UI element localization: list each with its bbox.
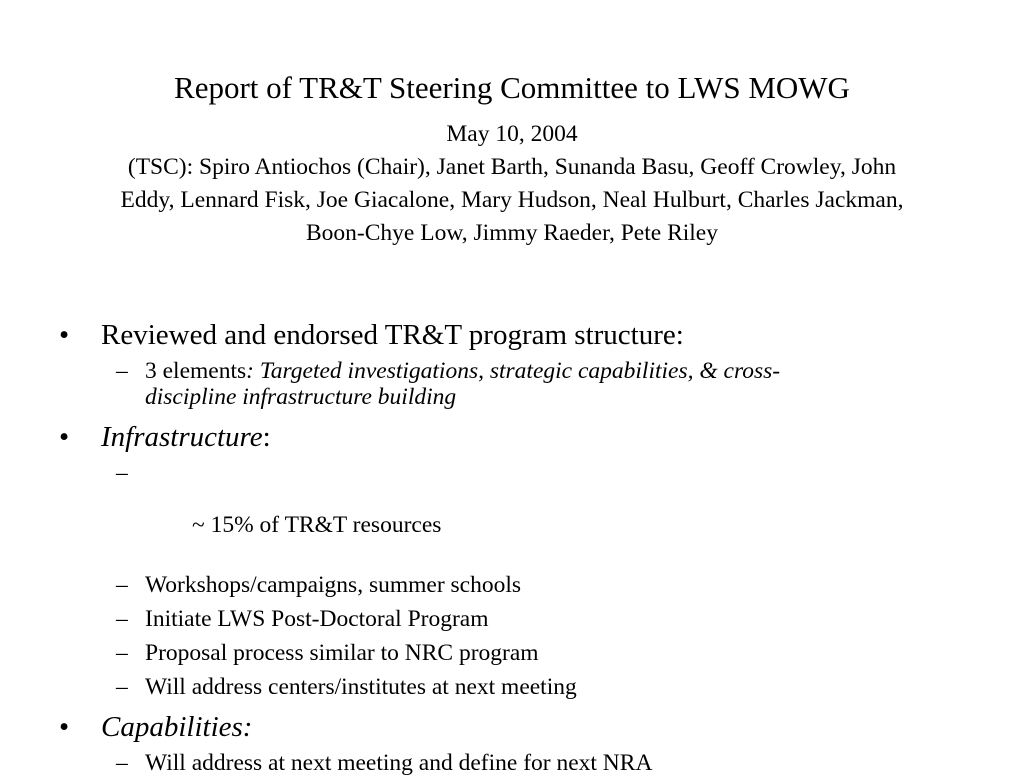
sub-bullet-marker: –	[116, 750, 128, 776]
sub-bullet-marker: –	[116, 358, 128, 384]
sub-bullet-workshops	[0, 572, 1024, 598]
bullet-text-italic: Capabilities:	[101, 711, 253, 743]
sub-bullet-elements	[0, 358, 1024, 410]
sub-bullet-text: Will address centers/institutes at next meeting	[145, 674, 577, 700]
sub-bullet-marker: –	[116, 674, 128, 700]
sub-bullet-marker: –	[116, 460, 128, 486]
bullet-list	[0, 316, 1024, 784]
report-date: May 10, 2004	[446, 121, 578, 147]
sub-bullet-prefix: 3 elements	[145, 358, 247, 384]
sub-bullet-text: ~ 15% of TR&T resources	[180, 512, 442, 538]
committee-members-line-1: (TSC): Spiro Antiochos (Chair), Janet Barth, Sunanda Basu, Geoff Crowley, John	[127, 154, 897, 180]
sub-bullet-text: Will address at next meeting and define for next NRA	[145, 750, 653, 776]
bullet-marker: •	[59, 421, 70, 453]
bullet-capabilities	[0, 708, 1024, 746]
bullet-infrastructure	[0, 418, 1024, 456]
sub-bullet-marker: –	[116, 606, 128, 632]
slide-subtitle	[20, 118, 1004, 250]
bullet-marker: •	[59, 711, 70, 743]
bullet-marker: •	[59, 319, 70, 351]
bullet-text-italic: Infrastructure	[101, 421, 263, 453]
bullet-text-suffix: :	[262, 421, 271, 453]
sub-bullet-text: Workshops/campaigns, summer schools	[145, 572, 522, 598]
sub-bullet-centers	[0, 674, 1024, 700]
sub-bullet-italic-text-line-2: discipline infrastructure building	[145, 384, 457, 410]
sub-bullet-italic-text: : Targeted investigations, strategic capabilities, & cross-	[246, 358, 781, 384]
committee-members-line-2: Eddy, Lennard Fisk, Joe Giacalone, Mary Hudson, Neal Hulburt, Charles Jackman,	[120, 187, 904, 213]
sub-bullet-marker: –	[116, 640, 128, 666]
committee-members-line-3: Boon-Chye Low, Jimmy Raeder, Pete Riley	[306, 220, 718, 246]
sub-bullet-marker: –	[116, 572, 128, 598]
sub-bullet-proposal-process	[0, 640, 1024, 666]
sub-bullet-next-meeting	[0, 750, 1024, 776]
slide-title: Report of TR&T Steering Committee to LWS MOWG	[174, 70, 850, 105]
bullet-text: Reviewed and endorsed TR&T program structure:	[101, 319, 684, 351]
sub-bullet-resources	[0, 460, 1024, 564]
sub-bullet-postdoc	[0, 606, 1024, 632]
sub-bullet-text: Initiate LWS Post-Doctoral Program	[145, 606, 489, 632]
sub-bullet-text: Proposal process similar to NRC program	[145, 640, 539, 666]
bullet-program-structure	[0, 316, 1024, 354]
